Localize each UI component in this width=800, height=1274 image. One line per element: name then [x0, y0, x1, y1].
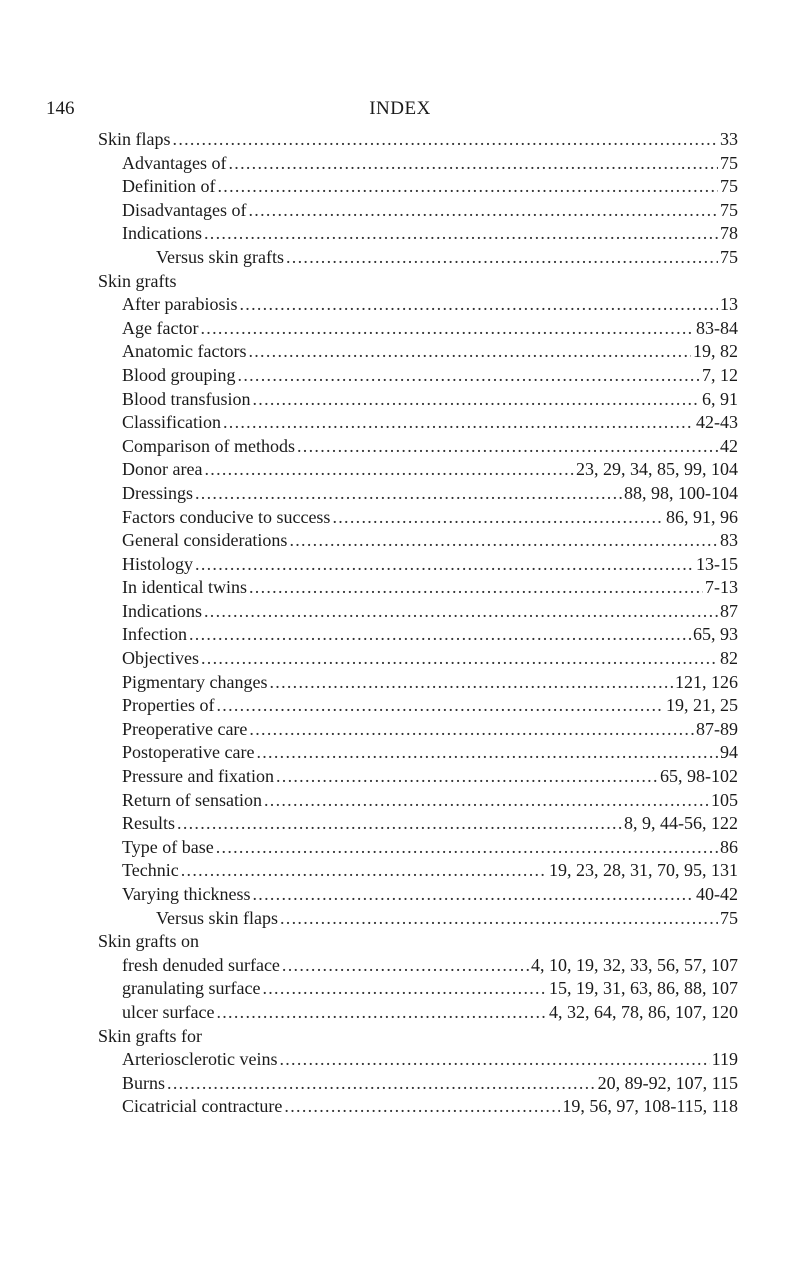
- dot-leader: [286, 247, 718, 268]
- index-term: Arteriosclerotic veins: [122, 1049, 278, 1070]
- index-entry: [98, 1073, 738, 1097]
- index-entry: [98, 766, 738, 790]
- dot-leader: [204, 459, 574, 480]
- index-page-refs: 94: [720, 742, 738, 763]
- index-term: Varying thickness: [122, 884, 251, 904]
- index-page-refs: 42: [720, 435, 738, 456]
- index-entry: [98, 955, 738, 979]
- index-entry: [98, 223, 738, 247]
- dot-leader: [248, 200, 718, 221]
- index-term: Dressings: [122, 482, 193, 503]
- index-page-refs: 75: [720, 907, 738, 928]
- dot-leader: [256, 742, 718, 763]
- dot-leader: [276, 766, 658, 787]
- dot-leader: [204, 223, 718, 244]
- dot-leader: [223, 412, 694, 433]
- index-page-refs: 75: [720, 199, 738, 220]
- index-entry: [98, 176, 738, 200]
- index-page-refs: 75: [720, 246, 738, 267]
- index-entry: [98, 719, 738, 743]
- index-entry: [98, 884, 738, 908]
- index-term: Burns: [122, 1072, 166, 1093]
- dot-leader: [216, 1002, 547, 1023]
- index-page-refs: 23, 29, 34, 85, 99, 104: [576, 459, 738, 480]
- index-term: Results: [122, 813, 176, 834]
- index-page-refs: 13-15: [696, 553, 738, 574]
- index-page-refs: 87: [720, 600, 738, 621]
- index-page-refs: 75: [720, 152, 738, 173]
- index-page-refs: 19, 82: [693, 341, 738, 362]
- index-term: Anatomic factors: [122, 341, 247, 362]
- index-entry: [98, 837, 738, 861]
- index-page-refs: 75: [720, 176, 738, 197]
- page-header: [0, 98, 800, 122]
- index-entry: [98, 554, 738, 578]
- index-term: Indications: [122, 223, 202, 244]
- index-entry: [98, 978, 738, 1002]
- dot-leader: [216, 837, 718, 858]
- index-page-refs: 15, 19, 31, 63, 86, 88, 107: [549, 978, 738, 999]
- index-entry: [98, 271, 738, 295]
- index-term: Disadvantages of: [122, 199, 247, 220]
- index-term: Skin grafts on: [98, 931, 199, 952]
- index-page-refs: 7-13: [705, 577, 738, 598]
- dot-leader: [252, 884, 694, 905]
- index-term: fresh denuded surface: [122, 954, 280, 975]
- dot-leader: [332, 507, 664, 528]
- index-page-refs: 88, 98, 100-104: [624, 482, 738, 503]
- index-page-refs: 40-42: [696, 884, 738, 904]
- dot-leader: [284, 1096, 560, 1117]
- index-term: After parabiosis: [122, 294, 238, 315]
- dot-leader: [189, 624, 691, 645]
- index-page-refs: 121, 126: [675, 671, 738, 692]
- index-term: Postoperative care: [122, 742, 255, 763]
- index-term: ulcer surface: [122, 1001, 215, 1022]
- index-page-refs: 7, 12: [702, 364, 738, 385]
- index-term: Factors conducive to success: [122, 506, 331, 527]
- index-term: Definition of: [122, 176, 216, 197]
- index-entry: [98, 129, 738, 153]
- dot-leader: [239, 294, 718, 315]
- index-entry: [98, 672, 738, 696]
- index-entry: [98, 389, 738, 413]
- index-entry: [98, 1002, 738, 1026]
- index-page-refs: 19, 21, 25: [666, 695, 738, 716]
- index-entry: [98, 860, 738, 884]
- index-term: Age factor: [122, 317, 199, 338]
- index-page-refs: 42-43: [696, 412, 738, 433]
- dot-leader: [216, 695, 664, 716]
- index-term: In identical twins: [122, 577, 247, 598]
- index-entry: [98, 341, 738, 365]
- index-entry: [98, 507, 738, 531]
- index-term: Comparison of methods: [122, 435, 295, 456]
- dot-leader: [195, 483, 622, 504]
- index-page-refs: 8, 9, 44-56, 122: [624, 813, 738, 834]
- index-entry: [98, 790, 738, 814]
- dot-leader: [177, 813, 622, 834]
- index-entry: [98, 412, 738, 436]
- index-page-refs: 4, 32, 64, 78, 86, 107, 120: [549, 1001, 738, 1022]
- dot-leader: [181, 860, 547, 881]
- index-entry: [98, 1049, 738, 1073]
- index-entry: [98, 1026, 738, 1050]
- dot-leader: [201, 648, 718, 669]
- dot-leader: [204, 601, 718, 622]
- index-term: Return of sensation: [122, 789, 262, 810]
- index-page-refs: 82: [720, 648, 738, 669]
- index-term: Donor area: [122, 459, 203, 480]
- dot-leader: [200, 318, 694, 339]
- index-entry: [98, 601, 738, 625]
- dot-leader: [217, 176, 718, 197]
- dot-leader: [248, 341, 691, 362]
- dot-leader: [262, 978, 547, 999]
- index-entry: [98, 1096, 738, 1120]
- index-entry: [98, 436, 738, 460]
- index-term: Blood grouping: [122, 364, 236, 385]
- index-term: Infection: [122, 624, 187, 645]
- index-term: Properties of: [122, 695, 215, 716]
- index-term: Versus skin grafts: [156, 246, 284, 267]
- index-page-refs: 105: [711, 789, 738, 810]
- index-term: Versus skin flaps: [156, 907, 278, 928]
- dot-leader: [280, 908, 718, 929]
- dot-leader: [264, 790, 709, 811]
- dot-leader: [289, 530, 718, 551]
- index-page-refs: 19, 56, 97, 108-115, 118: [562, 1096, 738, 1117]
- index-page-refs: 86, 91, 96: [666, 506, 738, 527]
- index-term: Skin grafts: [98, 270, 177, 291]
- index-page-refs: 65, 98-102: [660, 766, 738, 787]
- index-term: Pressure and fixation: [122, 766, 274, 787]
- dot-leader: [228, 153, 718, 174]
- index-page-refs: 33: [720, 129, 738, 149]
- page-number: 146: [46, 98, 75, 119]
- index-entry: [98, 931, 738, 955]
- index-page-refs: 86: [720, 836, 738, 857]
- index-term: Cicatricial contracture: [122, 1096, 283, 1117]
- index-entry: [98, 813, 738, 837]
- index-page-refs: 65, 93: [693, 624, 738, 645]
- index-page-refs: 20, 89-92, 107, 115: [597, 1072, 738, 1093]
- index-term: Pigmentary changes: [122, 671, 268, 692]
- dot-leader: [269, 672, 673, 693]
- index-term: Blood transfusion: [122, 388, 251, 409]
- index-term: Advantages of: [122, 152, 227, 173]
- index-term: Skin flaps: [98, 129, 171, 149]
- index-term: General considerations: [122, 530, 288, 551]
- index-page-refs: 87-89: [696, 718, 738, 739]
- index-entry: [98, 577, 738, 601]
- index-page-refs: 119: [711, 1049, 738, 1070]
- index-entry: [98, 153, 738, 177]
- index-list: [98, 129, 738, 1120]
- dot-leader: [173, 129, 718, 150]
- dot-leader: [297, 436, 718, 457]
- dot-leader: [238, 365, 700, 386]
- index-page-refs: 83: [720, 530, 738, 551]
- index-entry: [98, 648, 738, 672]
- index-entry: [98, 247, 738, 271]
- index-page-refs: 19, 23, 28, 31, 70, 95, 131: [549, 860, 738, 881]
- dot-leader: [253, 389, 701, 410]
- index-entry: [98, 530, 738, 554]
- index-entry: [98, 459, 738, 483]
- index-term: Histology: [122, 553, 194, 574]
- dot-leader: [279, 1049, 709, 1070]
- index-term: Preoperative care: [122, 718, 248, 739]
- dot-leader: [195, 554, 694, 575]
- index-term: Classification: [122, 412, 221, 433]
- index-term: Objectives: [122, 648, 199, 669]
- index-page-refs: 13: [720, 294, 738, 315]
- index-entry: [98, 365, 738, 389]
- dot-leader: [249, 719, 694, 740]
- dot-leader: [167, 1073, 596, 1094]
- index-term: Skin grafts for: [98, 1025, 202, 1046]
- index-term: Indications: [122, 600, 202, 621]
- index-entry: [98, 318, 738, 342]
- dot-leader: [249, 577, 703, 598]
- index-entry: [98, 294, 738, 318]
- index-page-refs: 78: [720, 223, 738, 244]
- running-head: INDEX: [369, 98, 431, 119]
- dot-leader: [282, 955, 529, 976]
- index-page-refs: 4, 10, 19, 32, 33, 56, 57, 107: [531, 954, 738, 975]
- index-entry: [98, 695, 738, 719]
- index-entry: [98, 742, 738, 766]
- index-entry: [98, 200, 738, 224]
- index-page-refs: 6, 91: [702, 388, 738, 409]
- index-page-refs: 83-84: [696, 317, 738, 338]
- index-entry: [98, 908, 738, 932]
- index-term: Technic: [122, 860, 179, 881]
- index-entry: [98, 483, 738, 507]
- index-term: granulating surface: [122, 978, 261, 999]
- index-entry: [98, 624, 738, 648]
- index-term: Type of base: [122, 836, 214, 857]
